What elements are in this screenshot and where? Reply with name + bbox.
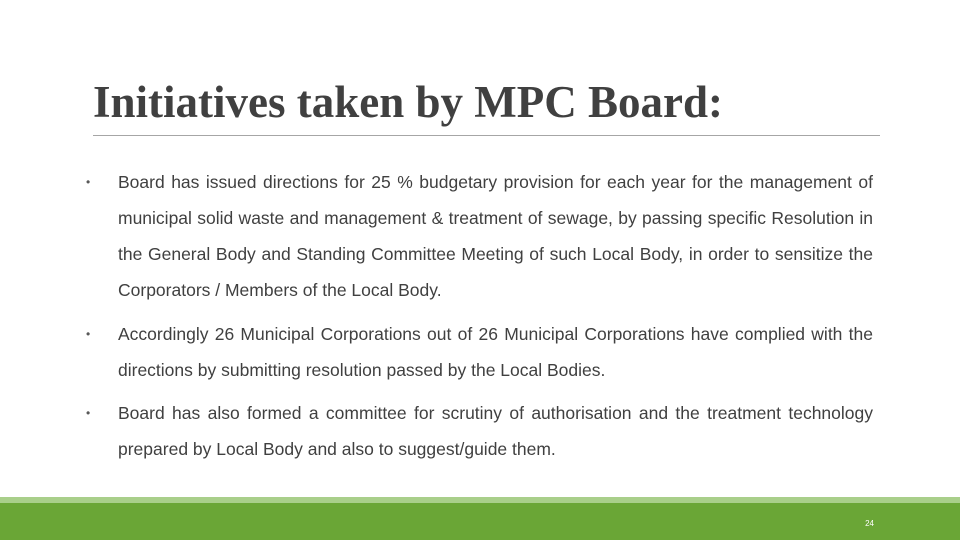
bullet-text: Board has issued directions for 25 % budgetary provision for each year for the management of municipal solid waste and management & treatment of sewage, by passing specific Resolution in the General Body and Standing Committee Meeting of such Local Body, in order to sensitize the Corporators / Members of the Local Body. xyxy=(118,172,873,300)
page-number: 24 xyxy=(865,519,874,528)
bullet-dot-icon: • xyxy=(86,406,91,420)
bullet-text: Board has also formed a committee for scrutiny of authorisation and the treatment technology prepared by Local Body and also to suggest/guide them. xyxy=(118,403,873,459)
bullet-dot-icon: • xyxy=(86,327,91,341)
bullet-text: Accordingly 26 Municipal Corporations out of 26 Municipal Corporations have complied with the directions by submitting resolution passed by the Local Bodies. xyxy=(118,324,873,380)
footer-band-highlight xyxy=(0,497,960,503)
title-underline xyxy=(93,135,880,136)
bullet-dot-icon: • xyxy=(86,175,91,189)
footer-band xyxy=(0,497,960,540)
slide-title: Initiatives taken by MPC Board: xyxy=(93,77,723,127)
